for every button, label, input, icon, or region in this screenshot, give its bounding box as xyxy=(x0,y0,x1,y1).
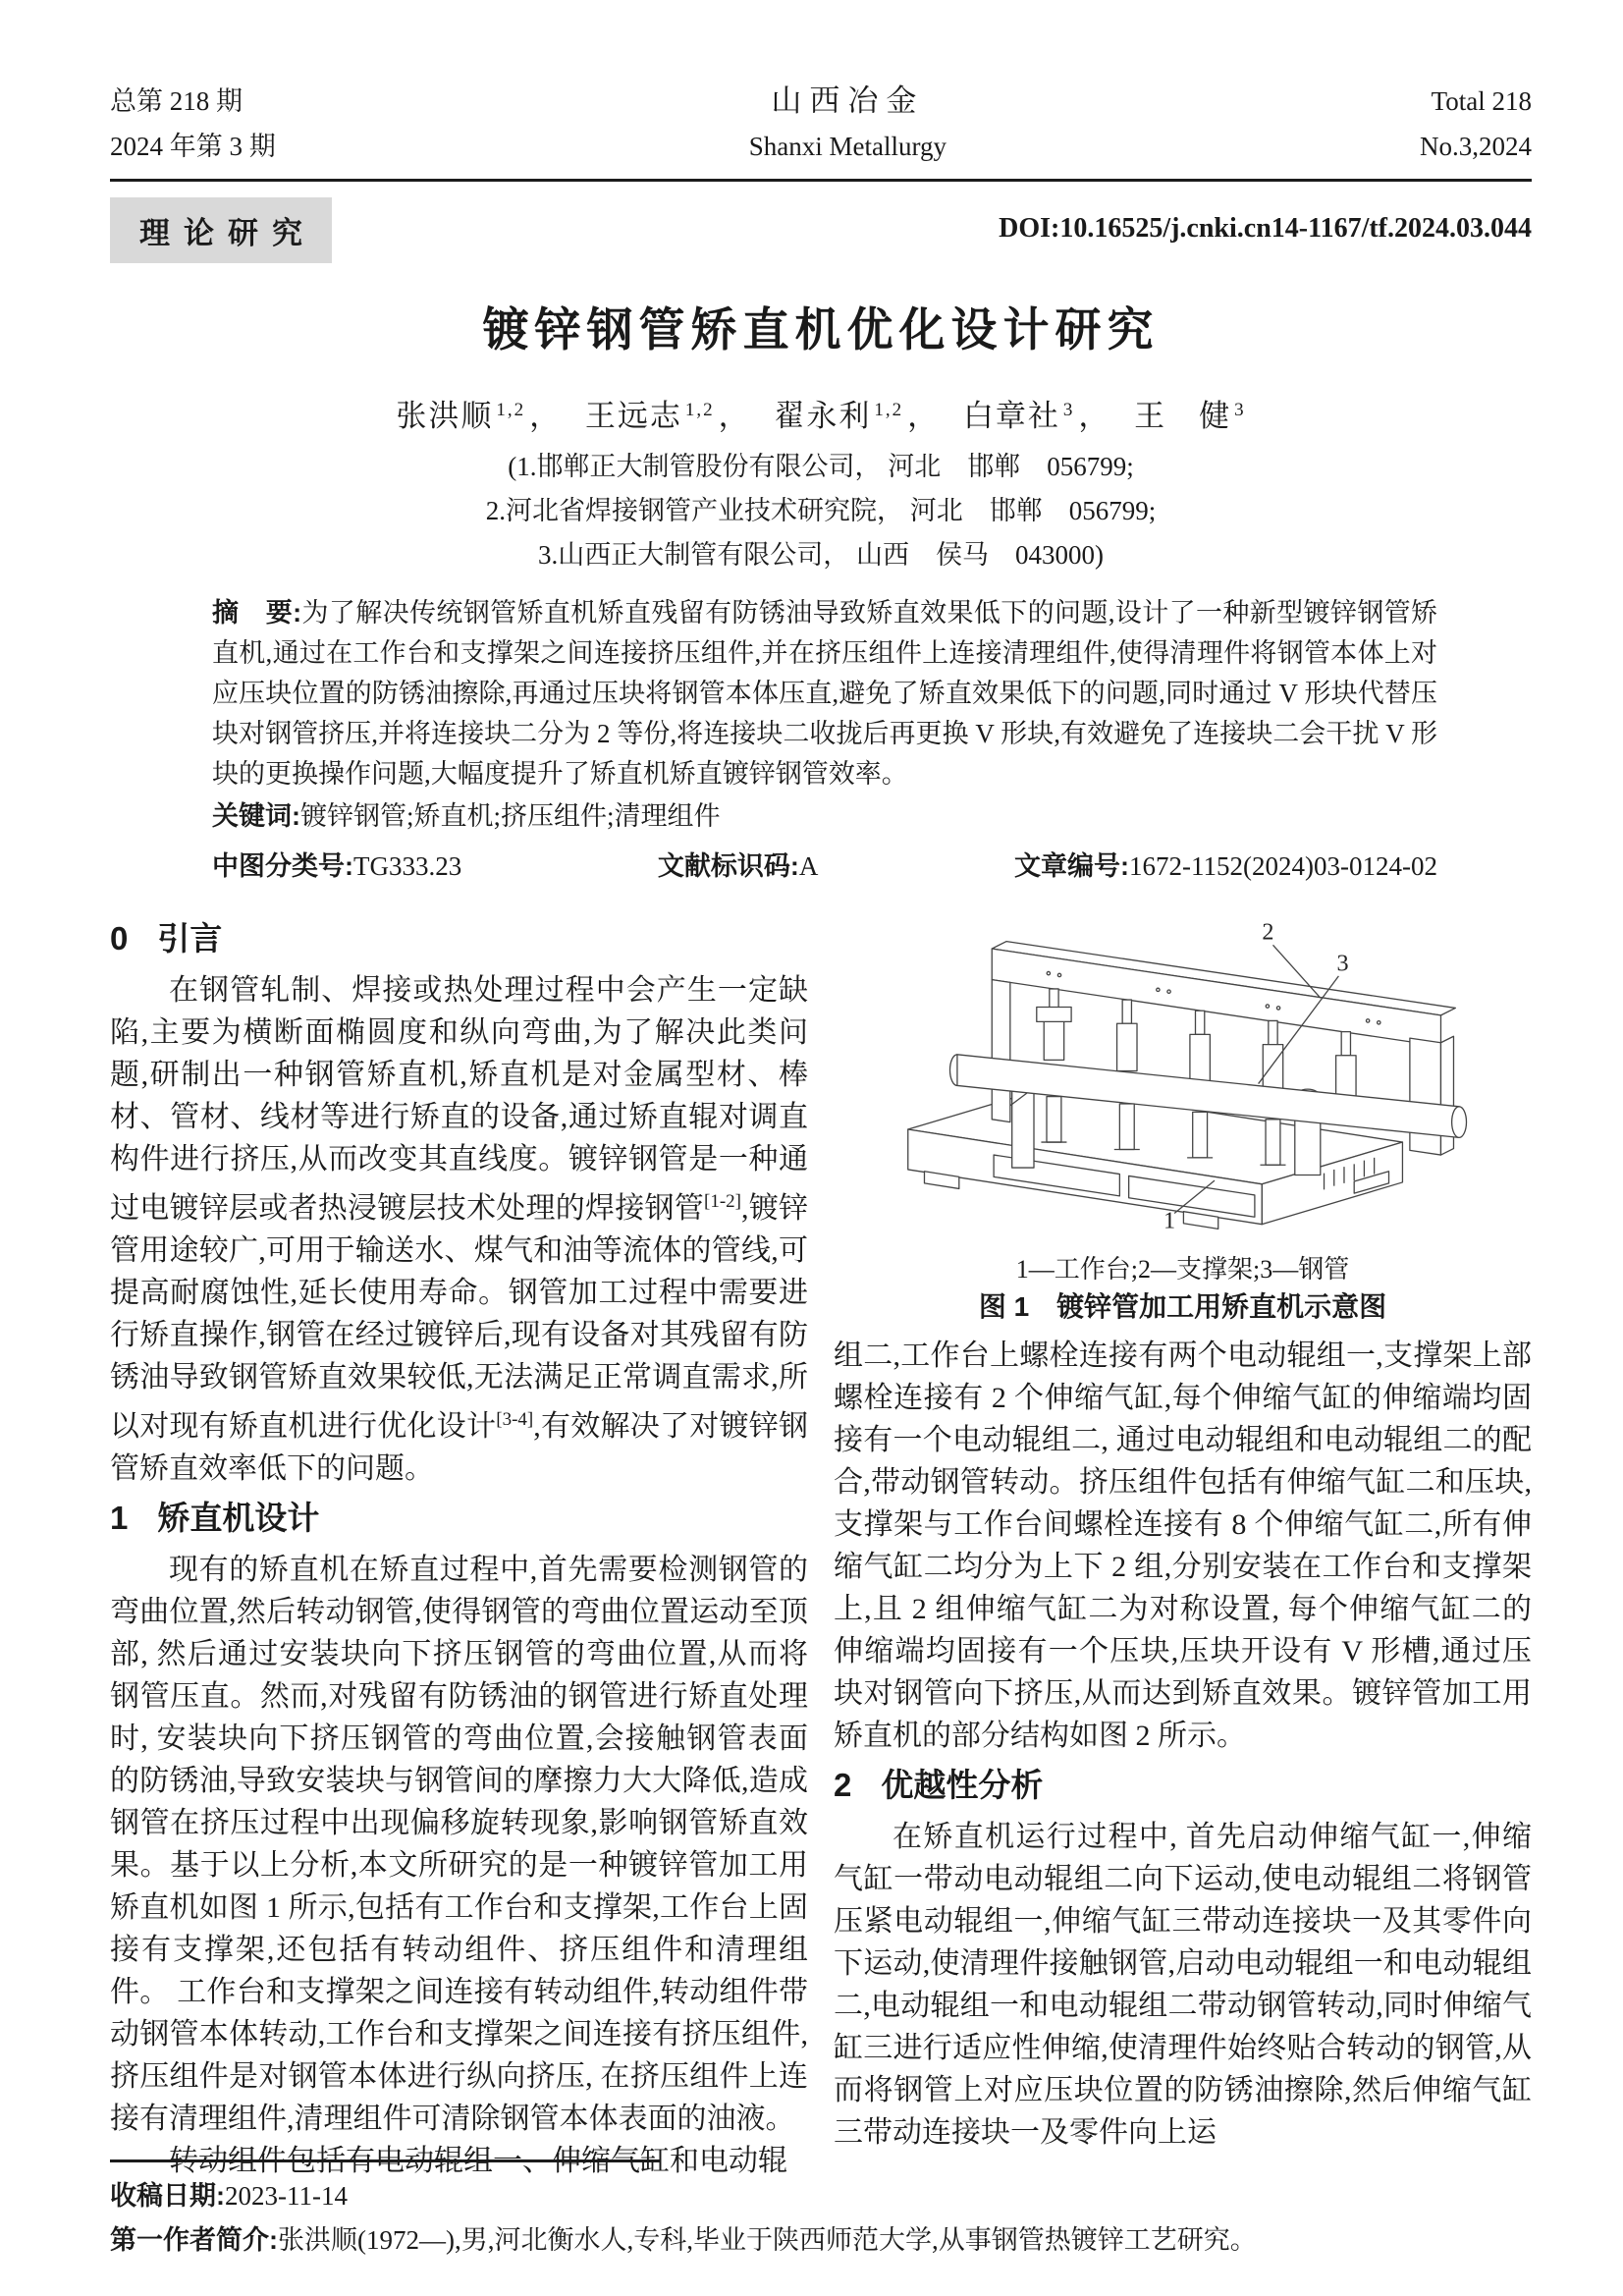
author-affil-sup: 3 xyxy=(1062,399,1075,420)
figure-callout-1: 1 xyxy=(1163,1207,1176,1234)
affiliation-2: 2.河北省焊接钢管产业技术研究院， 河北 邯郸 056799; xyxy=(485,496,1157,525)
issue-total: 总第 218 期 xyxy=(110,86,243,116)
meta-row xyxy=(212,847,1437,887)
figure-callout-3: 3 xyxy=(1336,950,1349,977)
author-line xyxy=(110,391,1532,435)
running-head xyxy=(110,79,1532,169)
design-paragraph-1: 现有的矫直机在矫直过程中,首先需要检测钢管的弯曲位置,然后转动钢管,使得钢管的弯曲位置运动至顶部, 然后通过安装块向下挤压钢管的弯曲位置,从而将钢管压直。然而,对残留有防锈油的钢管进行矫直处理时, 安装块向下挤压钢管的弯曲位置,会接触钢管表面的防锈油,导致安装块与钢管间的摩擦力大大降低,造成钢管在挤压过程中出现偏移旋转现象,影响钢管矫直效果。基于以上分析,本文所研究的是一种镀锌管加工用矫直机如图 1 所示,包括有工作台和支撑架,工作台上固接有支撑架,还包括有转动组件、挤压组件和清理组件。 工作台和支撑架之间连接有转动组件,转动组件带动钢管本体转动,工作台和支撑架之间连接有挤压组件,挤压组件是对钢管本体进行纵向挤压, 在挤压组件上连接有清理组件,清理组件可清除钢管本体表面的油液。 xyxy=(110,1554,808,2135)
author-affil-sup: 1,2 xyxy=(684,399,715,420)
keywords-line xyxy=(212,796,1437,837)
author-separator: ， xyxy=(718,399,751,433)
affiliations xyxy=(110,445,1532,577)
intro-text-b: ,镀锌管用途较广,可用于输送水、煤气和油等流体的管线,可提高耐腐蚀性,延长使用寿命。钢管加工过程中需要进行矫直操作,钢管在经过镀锌后,现有设备对其残留有防锈油导致钢管矫直效果较低,无法满足正常调直需求,所以对现有矫直机进行优化设计 xyxy=(110,1192,809,1443)
author-name: 白章社 xyxy=(962,399,1060,433)
clc-label: 中图分类号: xyxy=(212,851,353,881)
straightener-machine-drawing xyxy=(834,910,1532,1252)
citation-ref: [1-2] xyxy=(704,1191,741,1212)
keywords-text: 镀锌钢管;矫直机;挤压组件;清理组件 xyxy=(300,801,721,831)
journal-name xyxy=(749,79,947,169)
author xyxy=(1134,399,1246,433)
issue-info xyxy=(110,79,276,169)
issue-info-en xyxy=(1420,79,1532,169)
section-heading-0 xyxy=(110,916,808,961)
doc-code-label: 文献标识码: xyxy=(657,851,799,881)
article-no-item xyxy=(1014,847,1437,887)
design-paragraph-2-continuation: 组二,工作台上螺栓连接有两个电动辊组一,支撑架上部螺栓连接有 2 个伸缩气缸,每个伸缩气缸的伸缩端均固接有一个电动辊组二, 通过电动辊组和电动辊组二的配合,带动钢管转动。挤压组件包括有伸缩气缸二和压块, 支撑架与工作台间螺栓连接有 8 个伸缩气缸二,所有伸缩气缸二均分为上下 2 组,分别安装在工作台和支撑架上,且 2 组伸缩气缸二为对称设置, 每个伸缩气缸二的伸缩端均固接有一个压块,压块开设有 V 形槽,通过压块对钢管向下挤压,从而达到矫直效果。镀锌管加工用矫直机的部分结构如图 2 所示。 xyxy=(834,1339,1532,1752)
section-title: 矫直机设计 xyxy=(157,1500,320,1536)
journal-name-cn: 山西冶金 xyxy=(771,83,925,118)
author xyxy=(963,399,1125,433)
author xyxy=(396,399,575,433)
author-name: 张洪顺 xyxy=(396,399,494,433)
author-separator: ， xyxy=(907,399,941,433)
intro-text-c: ,有效解决了对镀锌钢管矫直效率低下的问题。 xyxy=(110,1410,809,1485)
article-title: 镀锌钢管矫直机优化设计研究 xyxy=(482,303,1160,355)
doi-text: DOI:10.16525/j.cnki.cn14-1167/tf.2024.03.044 xyxy=(999,213,1532,244)
figure-callout-2: 2 xyxy=(1262,918,1274,946)
figure-legend: 1—工作台;2—支撑架;3—钢管 xyxy=(1015,1255,1350,1284)
figure-1 xyxy=(834,910,1532,1327)
left-column xyxy=(110,910,809,2177)
abstract xyxy=(212,593,1437,794)
author xyxy=(774,399,953,433)
section-number: 0 xyxy=(110,920,129,957)
body-columns xyxy=(110,910,1532,2177)
section-number: 1 xyxy=(110,1500,129,1536)
journal-name-en: Shanxi Metallurgy xyxy=(748,132,947,161)
author-separator: ， xyxy=(1078,399,1111,433)
footnote xyxy=(110,2159,1532,2263)
section-number: 2 xyxy=(834,1767,852,1803)
author-separator: ， xyxy=(529,399,563,433)
header-rule xyxy=(110,179,1532,182)
article-no-value: 1672-1152(2024)03-0124-02 xyxy=(1129,851,1437,881)
design-paragraph-2: 转动组件包括有电动辊组一、伸缩气缸和电动辊 xyxy=(169,2145,787,2177)
affiliation-3: 3.山西正大制管有限公司， 山西 侯马 043000) xyxy=(538,540,1104,570)
figure-caption: 图 1 镀锌管加工用矫直机示意图 xyxy=(978,1291,1387,1322)
author-affil-sup: 3 xyxy=(1234,399,1246,420)
issue-current: 2024 年第 3 期 xyxy=(110,132,276,161)
first-author-bio-line xyxy=(110,2218,1532,2263)
intro-text-a: 在钢管轧制、焊接或热处理过程中会产生一定缺陷,主要为横断面椭圆度和纵向弯曲,为了解决此类问题,研制出一种钢管矫直机,矫直机是对金属型材、棒材、管材、线材等进行矫直的设备,通过矫直辊对调直构件进行挤压,从而改变其直线度。镀锌钢管是一种通过电镀锌层或者热浸镀层技术处理的焊接钢管 xyxy=(110,974,808,1225)
masthead-row xyxy=(110,197,1532,260)
abstract-text: 为了解决传统钢管矫直机矫直残留有防锈油导致矫直效果低下的问题,设计了一种新型镀锌钢管矫直机,通过在工作台和支撑架之间连接挤压组件,并在挤压组件上连接清理组件,使得清理件将钢管本体上对应压块位置的防锈油擦除,再通过压块将钢管本体压直,避免了矫直效果低下的问题,同时通过 V 形块代替压块对钢管挤压,并将连接块二分为 2 等份,将连接块二收拢后再更换 V 形块,有效避免了连接块二会干扰 V 形块的更换操作问题,大幅度提升了矫直机矫直镀锌钢管效率。 xyxy=(212,598,1437,789)
first-author-bio-text: 张洪顺(1972—),男,河北衡水人,专科,毕业于陕西师范大学,从事钢管热镀锌工艺研究。 xyxy=(278,2225,1257,2255)
section-heading-2 xyxy=(834,1763,1532,1808)
doc-code-item xyxy=(658,847,819,887)
column-badge: 理论研究 xyxy=(110,197,332,263)
no-en: No.3,2024 xyxy=(1419,132,1532,161)
total-en: Total 218 xyxy=(1431,86,1532,116)
received-date-line xyxy=(110,2174,1532,2218)
author-affil-sup: 1,2 xyxy=(496,399,526,420)
received-date-value: 2023-11-14 xyxy=(225,2181,348,2211)
affiliation-1: (1.邯郸正大制管股份有限公司， 河北 邯郸 056799; xyxy=(508,452,1134,481)
first-author-bio-label: 第一作者简介: xyxy=(110,2225,278,2255)
clc-item xyxy=(212,847,461,887)
abstract-label: 摘 要: xyxy=(212,598,302,628)
keywords-label: 关键词: xyxy=(212,801,300,831)
author-name: 王远志 xyxy=(584,399,682,433)
section-heading-1 xyxy=(110,1496,808,1541)
section-title: 引言 xyxy=(157,920,223,957)
section-title: 优越性分析 xyxy=(881,1767,1044,1803)
author-name: 王 健 xyxy=(1134,399,1232,433)
author xyxy=(585,399,765,433)
citation-ref: [3-4] xyxy=(496,1409,534,1430)
doc-code-value: A xyxy=(798,851,819,881)
article-no-label: 文章编号: xyxy=(1014,851,1130,881)
clc-value: TG333.23 xyxy=(353,851,462,881)
advantage-paragraph: 在矫直机运行过程中, 首先启动伸缩气缸一,伸缩气缸一带动电动辊组二向下运动,使电动辊组二将钢管压紧电动辊组一,伸缩气缸三带动连接块一及其零件向下运动,使清理件接触钢管,启动电动辊组一和电动辊组二,电动辊组一和电动辊组二带动钢管转动,同时伸缩气缸三进行适应性伸缩,使清理件始终贴合转动的钢管,从而将钢管上对应压块位置的防锈油擦除,然后伸缩气缸三带动连接块一及零件向上运 xyxy=(834,1821,1532,2149)
received-date-label: 收稿日期: xyxy=(110,2181,225,2211)
author-affil-sup: 1,2 xyxy=(874,399,904,420)
intro-paragraph xyxy=(110,969,808,1490)
right-column xyxy=(834,910,1532,2150)
author-name: 翟永利 xyxy=(774,399,872,433)
